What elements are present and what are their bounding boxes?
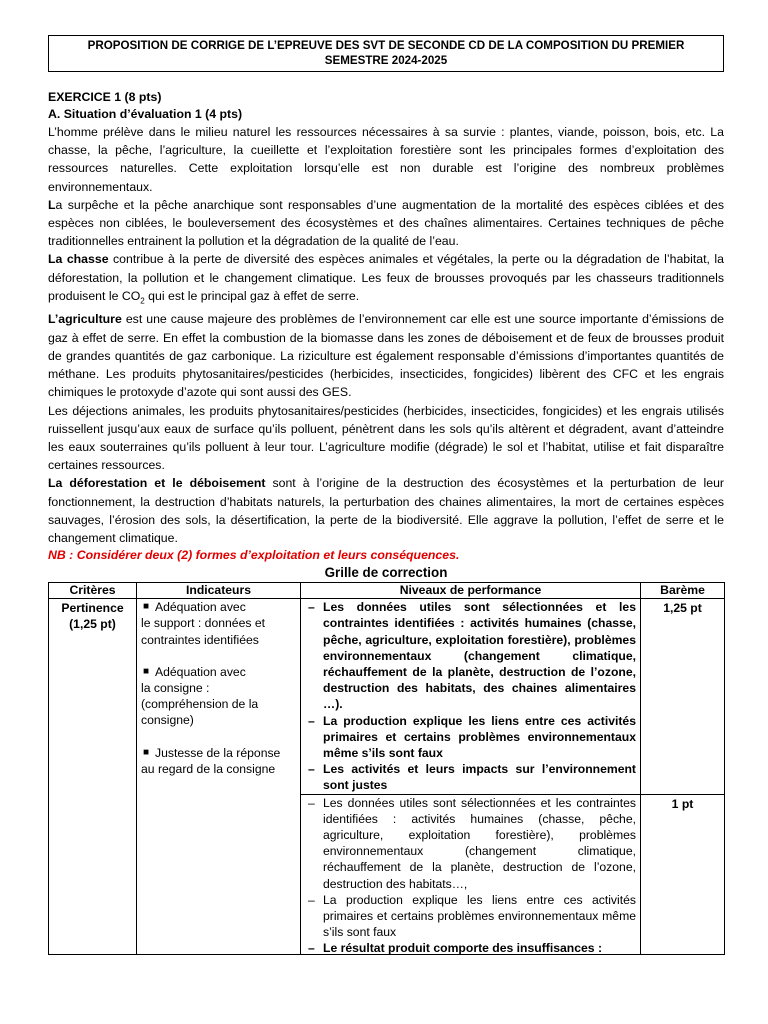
correction-grid [48, 582, 725, 955]
paragraph-fishing [48, 196, 724, 251]
title-line-2: SEMESTRE 2024-2025 [324, 54, 448, 67]
header-indicators: Indicateurs [137, 583, 301, 599]
indicator-first: Adéquation avec [155, 600, 246, 615]
indicator-first: Adéquation avec [155, 664, 246, 679]
indicators-cell [137, 599, 301, 955]
nb-note: NB : Considérer deux (2) formes d’exploitation et leurs conséquences. [48, 548, 460, 563]
exercise-title: EXERCICE 1 (8 pts) [48, 90, 162, 104]
header-performance-levels: Niveaux de performance [301, 583, 641, 599]
indicator-item [141, 664, 296, 729]
title-line-1: PROPOSITION DE CORRIGE DE L’EPREUVE DES SVT DE SECONDE CD DE LA COMPOSITION DU PREMIER [87, 39, 685, 52]
indicator-rest: le support : données et contraintes identifiées [141, 616, 265, 647]
indicator-item [141, 745, 296, 777]
square-bullet-icon: ■ [143, 665, 150, 677]
header-criteria: Critères [49, 583, 137, 599]
grid-row-level-1 [49, 599, 725, 794]
indicator-first: Justesse de la réponse [155, 745, 281, 760]
paragraph-deforestation-text: sont à l’origine de la destruction des écosystèmes et la perturbation de leur fonctionnement, la destruction d’habitats naturels, la perturbation des chaines alimentaires, la mort de certaines espèces sauvages, l’érosion des sols, la désertification, la perte de la biodiversité. Elle aggrave la pollution, l’effet de serre et le changement climatique. [48, 476, 724, 545]
co2-subscript: 2 [140, 296, 145, 306]
performance-item: – Le résultat produit comporte des insuffisances : [305, 940, 636, 954]
paragraph-deforestation [48, 474, 724, 547]
paragraph-fishing-lead: L [48, 197, 56, 212]
document-page [48, 35, 724, 955]
indicator-rest: la consigne : (compréhension de la consigne) [141, 680, 259, 728]
performance-item: – Les données utiles sont sélectionnées et les contraintes identifiées : activités humaines (chasse, pêche, agriculture, exploitation forestière), problèmes environnementaux (changement climatique, réchauffement de la planète, destruction de l’ozone, destruction des habitats…, [305, 795, 636, 892]
paragraph-pollution: Les déjections animales, les produits phytosanitaires/pesticides (herbicides, insecticides, fongicides) et les engrais utilisés ruissellent jusqu’aux eaux de surface qu’ils polluent, pénètrent dans les sols qu’ils altèrent et dégradent, avant d’atteindre les eaux souterraines qu’ils polluent à leur tour. L’agriculture modifie (dégrade) le sol et l’habitat, utilise et fait disparaître certaines ressources. [48, 403, 724, 473]
performance-item: – Les activités et leurs impacts sur l’environnement sont justes [305, 761, 636, 793]
paragraph-agriculture [48, 310, 724, 401]
performance-item: – La production explique les liens entre ces activités primaires et certains problèmes environnementaux même s’ils sont faux [305, 892, 636, 941]
document-title [48, 35, 724, 72]
grid-header-row [49, 583, 725, 599]
performance-item: – Les données utiles sont sélectionnées et les contraintes identifiées : activités humaines (chasse, pêche, agriculture, exploitation forestière), problèmes environnementaux (changement climatique, réchauffement de la planète, destruction de l’ozone, destruction des habitats, des chaines alimentaires …). [305, 599, 636, 712]
square-bullet-icon: ■ [143, 746, 150, 758]
performance-item: – La production explique les liens entre ces activités primaires et certains problèmes environnementaux même s’ils sont faux [305, 713, 636, 762]
indicator-rest: au regard de la consigne [141, 761, 276, 776]
paragraph-deforestation-lead: La déforestation et le déboisement [48, 476, 266, 491]
paragraph-fishing-text: a surpêche et la pêche anarchique sont responsables d’une augmentation de la mortalité des espèces ciblées et des espèces non ciblées, le bouleversement des écosystèmes et des chaînes alimentaires. Certaines techniques de pêche traditionnelles entrainent la pollution et la dégradation de la qualité de l’eau. [48, 197, 724, 249]
score-level-1: 1,25 pt [641, 599, 725, 794]
criterion-pertinence: Pertinence (1,25 pt) [49, 599, 137, 955]
square-bullet-icon: ■ [143, 601, 150, 613]
performance-level-1 [301, 599, 641, 794]
paragraph-intro: L’homme prélève dans le milieu naturel les ressources nécessaires à sa survie : plantes, viande, poisson, bois, etc. La chasse, la pêche, l’agriculture, la cueillette et l’exploitation forestière sont les principales formes d’exploitation des ressources naturelles. Cette exploitation lorsqu’elle est non durable est l’origine des nombreux problèmes environnementaux. [48, 125, 724, 194]
performance-level-2 [301, 794, 641, 955]
grid-title: Grille de correction [324, 565, 448, 581]
paragraph-agriculture-text: est une cause majeure des problèmes de l’environnement car elle est une source importante d’émissions de gaz à effet de serre. En effet la combustion de la biomasse dans les zones de déboisement et de feux de brousses produit de grandes quantités de gaz carbonique. La riziculture est également responsable d’émissions d’importantes quantités de méthane. Les produits phytosanitaires/pesticides (herbicides, insecticides, fongicides) libèrent des CFC et les engrais chimiques le protoxyde d’azote qui sont aussi des GES. [48, 312, 724, 400]
score-level-2: 1 pt [641, 794, 725, 955]
header-scale: Barème [641, 583, 725, 599]
paragraph-hunting-lead: La chasse [48, 252, 109, 267]
indicator-item [141, 599, 296, 648]
paragraph-agriculture-lead: L’agriculture [48, 312, 122, 327]
paragraph-hunting-text-b: qui est le principal gaz à effet de serre. [144, 288, 360, 303]
paragraph-hunting [48, 250, 724, 310]
paragraph-hunting-text-a: contribue à la perte de diversité des espèces animales et végétales, la perte ou la dégradation de l’habitat, la déforestation, la pollution et le changement climatique. Les feux de brousses provoqués par les chasseurs traditionnels produisent le CO [48, 252, 724, 303]
situation-title: A. Situation d’évaluation 1 (4 pts) [48, 107, 243, 121]
